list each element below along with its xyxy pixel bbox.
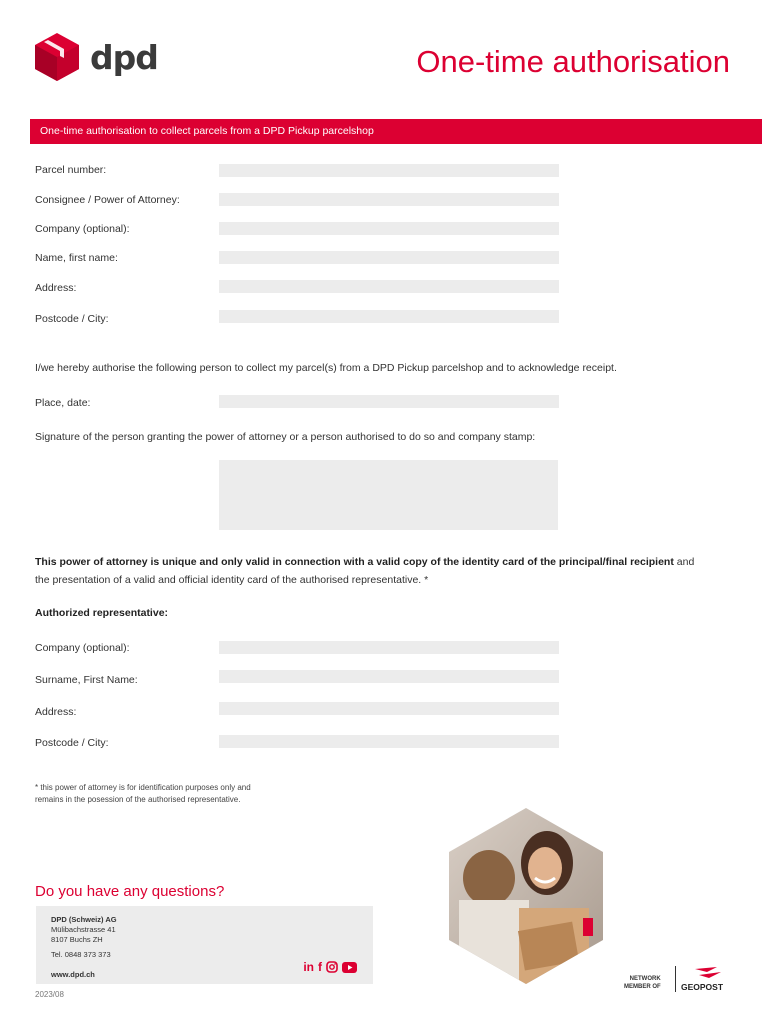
- place-date-field[interactable]: [219, 395, 559, 408]
- signature-box[interactable]: [219, 460, 558, 530]
- questions-heading: Do you have any questions?: [35, 883, 225, 900]
- rep-heading: Authorized representative:: [35, 607, 169, 619]
- name-label: Name, first name:: [35, 252, 118, 264]
- geopost-wordmark: GEOPOST: [681, 982, 724, 992]
- rep-postcode-field[interactable]: [219, 735, 559, 748]
- validity-text-line2: the presentation of a valid and official identity card of the authorised representative. *: [35, 574, 429, 586]
- company-field[interactable]: [219, 222, 559, 235]
- consignee-field[interactable]: [219, 193, 559, 206]
- name-field[interactable]: [219, 251, 559, 264]
- social-links: [303, 961, 357, 973]
- validity-bold: This power of attorney is unique and only valid in connection with a valid copy of the identity card of the principal/final recipient: [35, 556, 674, 568]
- consignee-label: Consignee / Power of Attorney:: [35, 194, 180, 206]
- rep-surname-label: Surname, First Name:: [35, 674, 138, 686]
- page-title: One-time authorisation: [416, 44, 730, 79]
- address-label: Address:: [35, 282, 77, 294]
- footnote-line2: remains in the posession of the authorised representative.: [35, 795, 241, 804]
- rep-company-label: Company (optional):: [35, 642, 130, 654]
- courier-photo: [449, 808, 603, 984]
- signature-label: Signature of the person granting the power of attorney or a person authorised to do so and company stamp:: [35, 431, 536, 443]
- contact-city: 8107 Buchs ZH: [51, 935, 103, 944]
- rep-address-label: Address:: [35, 706, 77, 718]
- dpd-cube-icon: [34, 32, 80, 82]
- validity-text: [35, 556, 694, 568]
- address-field[interactable]: [219, 280, 559, 293]
- place-date-label: Place, date:: [35, 397, 91, 409]
- postcode-field[interactable]: [219, 310, 559, 323]
- geopost-mark-icon: [693, 966, 723, 980]
- rep-address-field[interactable]: [219, 702, 559, 715]
- rep-postcode-label: Postcode / City:: [35, 737, 109, 749]
- rep-company-field[interactable]: [219, 641, 559, 654]
- document-date: 2023/08: [35, 990, 64, 999]
- youtube-icon[interactable]: [342, 962, 357, 973]
- rep-surname-field[interactable]: [219, 670, 559, 683]
- contact-phone: Tel. 0848 373 373: [51, 950, 111, 959]
- company-label: Company (optional):: [35, 223, 130, 235]
- contact-street: Mülibachstrasse 41: [51, 925, 116, 934]
- network-member-label: [624, 975, 661, 991]
- facebook-icon[interactable]: f: [318, 960, 322, 974]
- network-divider: [675, 966, 676, 992]
- linkedin-icon[interactable]: in: [303, 960, 314, 974]
- footnote-line1: * this power of attorney is for identification purposes only and: [35, 783, 251, 792]
- network-line1: NETWORK: [629, 976, 661, 982]
- contact-box: [36, 906, 373, 984]
- authorise-text: I/we hereby authorise the following person to collect my parcel(s) from a DPD Pickup parcelshop and to acknowledge receipt.: [35, 362, 617, 374]
- contact-website-link[interactable]: www.dpd.ch: [51, 970, 95, 979]
- parcel-number-label: Parcel number:: [35, 164, 107, 176]
- footnote: [35, 782, 335, 806]
- dpd-logo: [34, 32, 158, 82]
- instagram-icon[interactable]: [326, 961, 338, 973]
- postcode-label: Postcode / City:: [35, 313, 109, 325]
- contact-company: DPD (Schweiz) AG: [51, 915, 117, 924]
- section-banner: One-time authorisation to collect parcels from a DPD Pickup parcelshop: [30, 119, 762, 144]
- validity-rest: and: [673, 556, 695, 568]
- dpd-wordmark: dpd: [90, 37, 158, 77]
- network-line2: MEMBER OF: [624, 984, 661, 990]
- parcel-number-field[interactable]: [219, 164, 559, 177]
